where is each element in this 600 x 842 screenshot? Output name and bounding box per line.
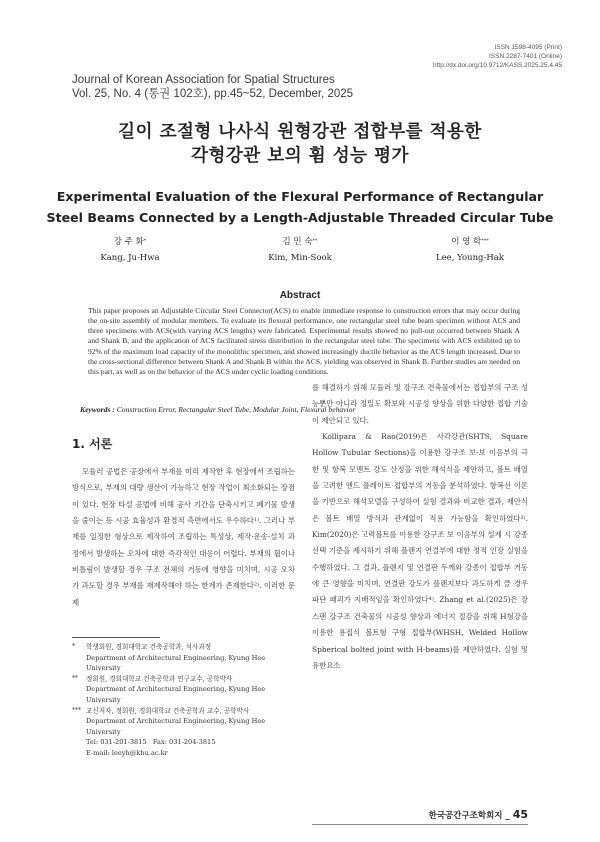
- title-en-line2: Steel Beams Connected by a Length-Adjustable Threaded Circular Tube: [46, 210, 554, 225]
- author-1-en: Kang, Ju-Hwa: [100, 253, 160, 263]
- footer-rule: [312, 824, 528, 825]
- paragraph: [312, 429, 528, 674]
- footnote-mark: ***: [72, 706, 81, 714]
- keywords-text: Construction Error, Rectangular Steel Tube, Modular Joint, Flexural behavior: [116, 405, 356, 414]
- abstract-heading: Abstract: [279, 290, 321, 301]
- journal-header: [72, 73, 353, 101]
- citation-ref[interactable]: 1): [253, 517, 260, 524]
- footnote-mark: **: [72, 674, 78, 682]
- footnote-1: [72, 642, 297, 674]
- title-korean: [0, 120, 600, 168]
- citation-ref[interactable]: 2): [253, 582, 260, 589]
- text-run: . Kim(2020)은 고력볼트를 이용한 강구조 보 이음부의 설계 시 강종 선택 기준을 제시하기 위해 플랜지 연결부에 대한 정적 인장 실험을 수행하였다. 그 결과, 플랜지 및 연결판 두께와 강종이 접합부 거동에 큰 영향을 미치며, 연결판 강도가 플랜지보다 과도하게 클 경우 파단 패괴가 지배적임을 확인하였다: [312, 513, 528, 605]
- abstract-text: This paper proposes an Adjustable Circular Steel Connector(ACS) to enable immediate response to construction errors that may occur during the on-site assembly of modular members. To evaluate its flexural performance, one rectangular steel tube beam specimen without ACS and three specimens with ACS(with varying ACS lengths) were fabricated. Experimental results showed no pull-out occurred between Shank A and Shank B, and the application of ACS facilitated stress distribution in the rectangular steel tube. The specimens with ACS exhibited up to 92% of the maximum load capacity of the monolithic specimen, and showed increasingly ductile behavior as the ACS length increased. Due to the cross-sectional difference between Shank A and Shank B within the ACS, yielding was observed in Shank B. Further studies are needed on this part, as well as on the behavior of the ACS under cyclic loading conditions.: [88, 306, 520, 376]
- author-3-en: Lee, Young-Hak: [436, 253, 504, 263]
- citation-ref[interactable]: 3): [520, 514, 526, 521]
- page-footer: [429, 808, 528, 821]
- paragraph: [72, 464, 295, 611]
- section-heading: 1. 서론: [72, 437, 113, 451]
- title-ko-line1: 길이 조절형 나사식 원형강관 접합부를 적용한: [118, 122, 482, 142]
- footnote-2: [72, 674, 297, 706]
- footnote-line: Department of Architectural Engineering, Kyung Hee University: [86, 717, 266, 736]
- doi-link[interactable]: http://dx.doi.org/10.9712/KASS.2025.25.4.45: [432, 62, 562, 69]
- footnote-line: Department of Architectural Engineering, Kyung Hee University: [86, 653, 266, 673]
- contact-tel: Tel: 031-201-3815: [86, 738, 147, 747]
- footnote-line: 학생회원, 경희대학교 건축공학과, 석사과정: [86, 643, 212, 651]
- issn-block: [433, 43, 562, 70]
- journal-name: Journal of Korean Association for Spatial Structures: [72, 74, 335, 86]
- footnote-mark: *: [72, 643, 75, 650]
- author-2: [230, 234, 370, 266]
- paragraph: 를 해결하기 위해 모듈러 및 강구조 건축물에서는 접합부의 구조 성능뿐만 아니라 정밀도 확보와 시공성 향상을 위한 다양한 접합 기술이 제안되고 있다.: [312, 383, 528, 425]
- body-left-column: [72, 464, 295, 611]
- author-2-en: Kim, Min-Sook: [268, 253, 332, 263]
- footnote-3: [72, 706, 297, 759]
- text-run: . Zhang et al.(2025)은 장스팬 강구조 건축물의 시공성 향상과 에너지 절감을 위해 H형강을 이용한 용접식 볼트형 구형 접합부(WHSH, Welded Hollow Spherical bolted joint with H-beams)를 제안하였다. 실험 및 유한요소: [312, 595, 529, 670]
- title-ko-line2: 각형강관 보의 휨 성능 평가: [191, 146, 409, 166]
- footnote-divider: [72, 637, 160, 638]
- contact-email[interactable]: E-mail: leeyh@khu.ac.kr: [86, 748, 168, 757]
- author-1-ko: 강 주 화: [113, 237, 144, 247]
- footnote-line: 정회원, 경희대학교 건축공학과 연구교수, 공학박사: [86, 674, 233, 683]
- footer-journal: 한국공간구조학회지 _: [428, 811, 510, 821]
- author-1-mark: *: [143, 238, 147, 244]
- text-run: 모듈러 공법은 공장에서 부재를 미리 제작한 후 현장에서 조립하는 방식으로, 부재의 대량 생산이 가능하고 현장 작업이 최소화되는 장점이 있다. 현장 타설 공법에 비해 공사 기간을 단축시키고 폐기물 발생을 줄이는 등 시공 효율성과 환경적 측면에서도 우수하다: [72, 467, 295, 526]
- title-en-line1: Experimental Evaluation of the Flexural Performance of Rectangular: [56, 189, 544, 204]
- text-run: . 이러한 문제: [72, 581, 296, 607]
- author-list: [60, 234, 540, 266]
- page-number: 45: [512, 808, 528, 821]
- contact-fax: Fax: 031-204-3815: [152, 738, 216, 747]
- title-english: [0, 186, 600, 228]
- footnote-line: Department of Architectural Engineering, Kyung Hee University: [86, 685, 266, 704]
- issn-online: ISSN 2287-7401 (Online): [489, 53, 562, 60]
- author-3: [400, 234, 540, 266]
- footnotes: [72, 642, 297, 759]
- text-run: Kollipara & Rao(2019)은 사각강관(SHTS, Square Hollow Tubular Sections)을 이용한 강구조 보-보 이음부의 극한 및 항복 모멘트 강도 산정을 위한 해석식을 제안하고, 볼트 배열을 고려한 엔드 플레이트 접합부의 거동을 분석하였다. 항복선 이론을 기반으로 해석모델을 구성하여 실험 결과와 비교한 결과, 제안식은 볼트 배열 방식과 관계없이 적용 가능함을 확인하였다: [312, 432, 528, 523]
- citation-ref[interactable]: 4): [428, 596, 434, 603]
- body-right-column: [312, 380, 528, 674]
- contact-phone: [86, 737, 297, 748]
- author-2-ko: 김 민 숙: [282, 237, 313, 247]
- keywords-label: Keywords :: [80, 405, 115, 414]
- issn-print: ISSN 1598-4095 (Print): [494, 44, 562, 51]
- author-2-mark: **: [312, 238, 318, 244]
- footnote-line: 교신저자, 정회원, 경희대학교 건축공학과 교수, 공학박사: [86, 706, 250, 715]
- author-3-ko: 이 영 학: [451, 237, 482, 247]
- volume-line: Vol. 25, No. 4 (통권 102호), pp.45~52, December, 2025: [72, 88, 354, 100]
- author-3-mark: ***: [481, 238, 489, 244]
- author-1: [60, 234, 200, 266]
- text-run: . 그러나 부재를 일정한 형상으로 제작하여 조립하는 특성상, 제작·운송·설치 과정에서 발생하는 오차에 대한 즉각적인 대응이 어렵다. 부재의 휨이나 비틀림이 발생할 경우 구조 전체의 거동에 영향을 미치며, 시공 오차가 과도할 경우 부재를 재제작해야 하는 한계가 존재한다: [72, 516, 296, 591]
